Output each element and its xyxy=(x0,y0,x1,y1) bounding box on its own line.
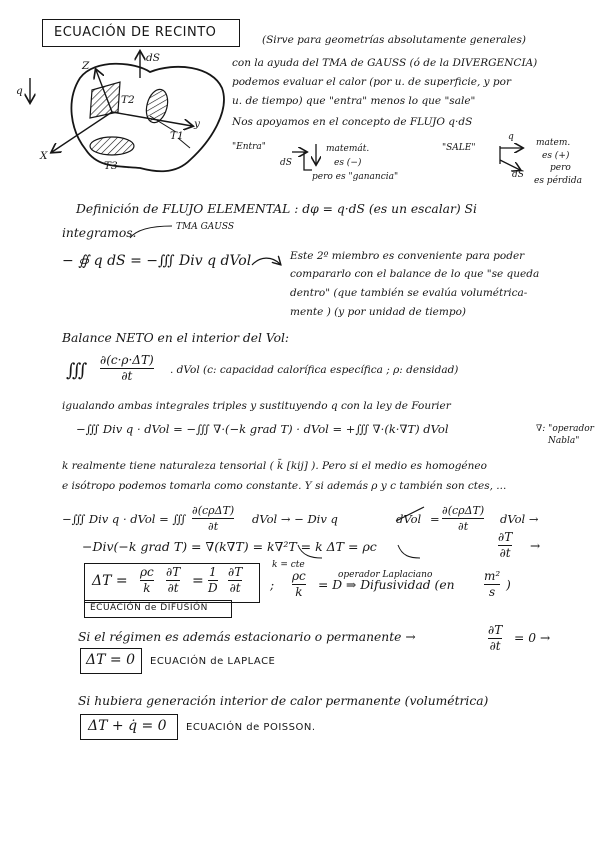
intro-line-4: u. de tiempo) que "entra" menos lo que "sale" xyxy=(232,95,476,107)
diffusion-lhs: ΔT = xyxy=(92,573,128,589)
div-equation: −∭ Div q · dVol = ∭ xyxy=(62,512,187,526)
figure-label-y: y xyxy=(194,118,200,130)
grad-fraction xyxy=(498,531,512,560)
diff-num-3: 1 xyxy=(208,565,217,579)
regimen-den: ∂t xyxy=(489,639,501,653)
k-tensor-line: k realmente tiene naturaleza tensorial ( k̄ [kij] ). Pero si el medio es homogéneo xyxy=(62,460,487,472)
isotropo-line: e isótropo podemos tomarla como constante. Y si además ρ y c también son ctes, ... xyxy=(62,480,507,492)
intro-line-3: podemos evaluar el calor (por u. de superficie, y por xyxy=(232,76,511,88)
figure-label-ds: dS xyxy=(146,52,160,64)
diff-den-2: ∂t xyxy=(167,581,179,595)
balance-heading: Balance NETO en el interior del Vol: xyxy=(62,331,290,345)
diff-frac-2 xyxy=(166,566,180,595)
laplace-equation: ΔT = 0 xyxy=(86,652,135,668)
tma-gauss-label: TMA GAUSS xyxy=(176,222,235,232)
figure-label-t3: T3 xyxy=(104,160,118,172)
diff-equals: = xyxy=(192,573,204,589)
balance-num: ∂(c·ρ·ΔT) xyxy=(100,353,154,367)
div-fraction xyxy=(192,504,234,533)
figure-label-t1: T1 xyxy=(170,130,184,142)
units-frac xyxy=(484,570,500,599)
div-den: ∂t xyxy=(208,520,219,533)
difusividad-den: k xyxy=(295,585,303,599)
regimen-line: Si el régimen es además estacionario o permanente → xyxy=(78,630,416,644)
div-tail: dVol → − Div q xyxy=(252,512,338,526)
intro-line-2: con la ayuda del TMA de GAUSS (ó de la DIVERGENCIA) xyxy=(232,57,538,69)
regimen-tail: = 0 → xyxy=(514,631,551,645)
diff-den-3: D xyxy=(208,581,218,595)
comment-line-2: compararlo con el balance de lo que "se queda xyxy=(290,268,540,280)
grad-den: ∂t xyxy=(499,546,511,560)
generacion-line: Si hubiera generación interior de calor permanente (volumétrica) xyxy=(78,694,489,708)
difusividad-frac xyxy=(292,570,306,599)
nabla-note-1: ∇: "operador xyxy=(536,424,594,434)
div-fraction-2 xyxy=(442,504,484,533)
page-title: ECUACIÓN DE RECINTO xyxy=(54,25,217,40)
face-t3 xyxy=(90,137,134,155)
figure-label-z: Z xyxy=(82,60,90,72)
note-sale-q: q xyxy=(508,132,514,142)
div-dvol-struck: dVol xyxy=(396,512,422,526)
regimen-frac xyxy=(488,624,502,653)
comment-line-1: Este 2º miembro es conveniente para poder xyxy=(290,250,525,262)
balance-fraction xyxy=(100,354,154,383)
diff-num-2: ∂T xyxy=(166,565,181,579)
diffusion-label: ECUACIÓN de DIFUSIÓN xyxy=(90,603,208,613)
intro-line-1: (Sirve para geometrías absolutamente generales) xyxy=(262,34,527,46)
note-matem: matem. xyxy=(536,138,571,148)
difusividad-separator: ; xyxy=(270,578,275,592)
note-es-neg: es (−) xyxy=(334,158,362,168)
nabla-note-2: Nabla" xyxy=(548,436,580,446)
note-ganancia: pero es "ganancia" xyxy=(312,172,399,182)
laplace-operator-note: operador Laplaciano xyxy=(338,570,433,580)
note-sale-ds: dS xyxy=(512,170,524,180)
note-es-pos: es (+) xyxy=(542,151,570,161)
figure-label-t2: T2 xyxy=(121,94,135,106)
regimen-num: ∂T xyxy=(488,623,503,637)
units-num: m² xyxy=(484,569,501,583)
note-entra: "Entra" xyxy=(232,142,266,152)
balance-den: ∂t xyxy=(121,369,133,383)
fourier-equation: −∭ Div q · dVol = −∭ ∇·(−k grad T) · dVol = +∭ ∇·(k·∇T) dVol xyxy=(76,422,449,436)
note-sale: "SALE" xyxy=(442,143,476,153)
balance-integral: ∭ xyxy=(66,360,88,381)
difusividad-num: ρc xyxy=(292,569,306,583)
gauss-equation: − ∯ q dS = −∭ Div q dVol xyxy=(62,253,252,269)
balance-tail: . dVol (c: capacidad calorífica específica ; ρ: densidad) xyxy=(170,364,459,376)
diff-num-1: ρc xyxy=(140,565,154,579)
diff-frac-3 xyxy=(208,566,218,595)
note-entra-ds: dS xyxy=(280,158,292,168)
poisson-equation: ΔT + q̇ = 0 xyxy=(88,718,167,734)
difusividad-text: = D ⇒ Difusividad (en xyxy=(318,578,455,592)
note-matemat: matemát. xyxy=(326,144,370,154)
entra-surface xyxy=(304,152,312,170)
grad-num: ∂T xyxy=(498,530,513,544)
div-den-2: ∂t xyxy=(458,520,469,533)
figure-label-q: q xyxy=(16,85,23,97)
note-perdida: es pérdida xyxy=(534,176,582,186)
diff-frac-4 xyxy=(228,566,242,595)
grad-equation: −Div(−k grad T) = ∇(k∇T) = k∇²T = k ΔT = ρc xyxy=(82,539,377,554)
laplace-label: ECUACIÓN de LAPLACE xyxy=(150,656,276,667)
integramos: integramos. xyxy=(62,226,137,240)
div-num: ∂(cρΔT) xyxy=(192,504,235,517)
comment-line-4: mente ) (y por unidad de tiempo) xyxy=(290,306,466,318)
diff-den-1: k xyxy=(143,581,151,595)
units-close: ) xyxy=(506,578,511,592)
note-pero: pero xyxy=(550,163,571,173)
diff-den-4: ∂t xyxy=(229,581,241,595)
igualando-line: igualando ambas integrales triples y sustituyendo q con la ley de Fourier xyxy=(62,400,451,412)
diff-num-4: ∂T xyxy=(228,565,243,579)
figure-label-x: X xyxy=(40,150,48,162)
intro-line-5: Nos apoyamos en el concepto de FLUJO q·dS xyxy=(232,116,473,128)
poisson-label: ECUACIÓN de POISSON. xyxy=(186,722,316,733)
units-den: s xyxy=(489,585,496,599)
k-cte-note: k = cte xyxy=(272,560,305,570)
diff-frac-1 xyxy=(140,566,154,595)
div-num-2: ∂(cρΔT) xyxy=(442,504,485,517)
def-line: Definición de FLUJO ELEMENTAL : dφ = q·dS (es un escalar) Si xyxy=(76,202,477,216)
comment-line-3: dentro" (que también se evalúa volumétrica- xyxy=(290,287,528,299)
div-tail-2: dVol → xyxy=(500,512,539,526)
